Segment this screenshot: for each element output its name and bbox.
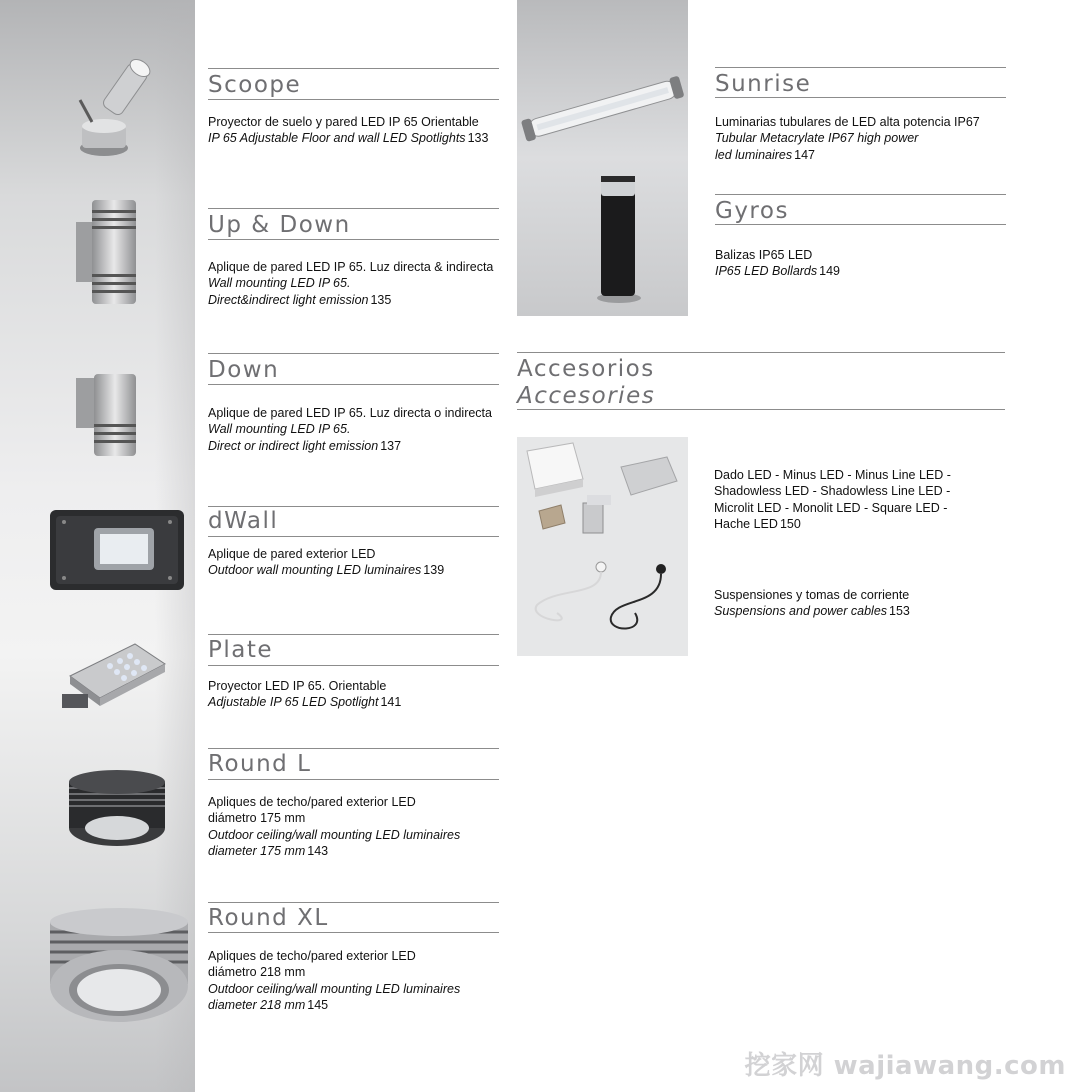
toc-label: diameter 218 mm (208, 997, 306, 1012)
toc-entry[interactable] (715, 263, 1006, 279)
page-number: 143 (307, 843, 329, 858)
desc-line-es: Luminarias tubulares de LED alta potencia IP67 (715, 115, 980, 129)
section-heading: Plate (208, 637, 274, 663)
section-up-down (208, 208, 499, 318)
section-description (208, 948, 499, 1013)
section-description (208, 114, 499, 147)
accessories-item-leds (714, 467, 1005, 532)
page-number: 133 (467, 131, 489, 146)
desc-line-es: Proyector LED IP 65. Orientable (208, 679, 387, 693)
section-description (208, 678, 499, 711)
section-dwall (208, 506, 499, 586)
section-heading: Round L (208, 751, 312, 777)
section-description (208, 794, 499, 859)
toc-entry[interactable] (208, 438, 499, 454)
heading-rule-bottom (208, 932, 499, 933)
page-number: 153 (889, 604, 910, 619)
desc-line-en: Outdoor ceiling/wall mounting LED luminaires (208, 981, 461, 996)
toc-label: Outdoor wall mounting LED luminaires (208, 563, 422, 578)
heading-rule-top (208, 68, 499, 69)
heading-rule-bottom (715, 97, 1006, 98)
desc-line: Dado LED - Minus LED - Minus Line LED - (714, 468, 951, 482)
desc-line-es: Aplique de pared exterior LED (208, 547, 376, 561)
desc-line-en: Wall mounting LED IP 65. (208, 276, 351, 291)
heading-rule-top (715, 194, 1006, 195)
page-number: 145 (307, 997, 329, 1012)
desc-line: Suspensiones y tomas de corriente (714, 588, 910, 602)
heading-rule-top (208, 902, 499, 903)
section-scoope (208, 68, 499, 158)
desc-line-en: Wall mounting LED IP 65. (208, 422, 351, 437)
toc-entry[interactable] (208, 997, 499, 1013)
heading-rule-bottom (208, 536, 499, 537)
section-heading: Up & Down (208, 212, 351, 238)
section-description (208, 259, 499, 308)
wall-cylinder-down-icon (72, 370, 152, 465)
desc-line-es: diámetro 175 mm (208, 811, 306, 826)
heading-rule-bottom (517, 409, 1005, 410)
toc-entry[interactable] (714, 603, 1005, 619)
round-ceiling-light-icon (62, 764, 172, 854)
toc-entry[interactable] (714, 516, 1005, 532)
toc-entry[interactable] (208, 130, 499, 146)
heading-rule-top (208, 208, 499, 209)
section-description (715, 114, 1006, 163)
heading-rule-bottom (208, 384, 499, 385)
desc-line-es: Balizas IP65 LED (715, 248, 813, 262)
desc-line-es: Proyector de suelo y pared LED IP 65 Orientable (208, 115, 479, 129)
section-description (715, 247, 1006, 280)
toc-label: Hache LED (714, 516, 778, 531)
toc-label: IP 65 Adjustable Floor and wall LED Spotlights (208, 131, 466, 146)
toc-entry[interactable] (208, 694, 499, 710)
desc-line-es: Aplique de pared LED IP 65. Luz directa o indirecta (208, 406, 492, 420)
heading-rule-bottom (208, 665, 499, 666)
section-gyros (715, 194, 1006, 284)
heading-rule-bottom (208, 239, 499, 240)
toc-label: Suspensions and power cables (714, 604, 888, 619)
toc-entry[interactable] (208, 562, 499, 578)
toc-label: diameter 175 mm (208, 843, 306, 858)
section-heading: dWall (208, 508, 279, 534)
page-number: 149 (819, 264, 840, 279)
page-number: 150 (779, 516, 801, 531)
page-number: 135 (370, 292, 392, 307)
heading-rule-top (715, 67, 1006, 68)
section-heading: Gyros (715, 198, 789, 224)
desc-line: Microlit LED - Monolit LED - Square LED - (714, 500, 948, 515)
desc-line: Shadowless LED - Shadowless Line LED - (714, 484, 951, 499)
desc-line-en: Outdoor ceiling/wall mounting LED luminaires (208, 827, 461, 842)
round-xl-ceiling-light-icon (44, 900, 194, 1030)
spotlight-icon (62, 52, 172, 162)
heading-rule-top (208, 634, 499, 635)
led-panel-spotlight-icon (50, 636, 175, 726)
section-description (208, 405, 499, 454)
heading-rule-bottom (208, 99, 499, 100)
heading-rule-top (208, 353, 499, 354)
desc-line-en: Tubular Metacrylate IP67 high power (715, 131, 919, 146)
toc-label: Direct&indirect light emission (208, 292, 369, 307)
section-accesorios (517, 352, 1005, 412)
section-sunrise (715, 67, 1006, 167)
heading-rule-bottom (715, 224, 1006, 225)
heading-rule-top (517, 352, 1005, 353)
toc-entry[interactable] (208, 843, 499, 859)
section-round-xl (208, 902, 499, 1017)
toc-label: Adjustable IP 65 LED Spotlight (208, 695, 379, 710)
wall-box-light-icon (44, 506, 189, 596)
section-down (208, 353, 499, 463)
desc-line-es: diámetro 218 mm (208, 965, 306, 980)
accessories-item-suspensions (714, 587, 1005, 620)
accessories-photo-icon (517, 437, 688, 656)
page-number: 139 (423, 563, 445, 578)
heading-rule-bottom (208, 779, 499, 780)
heading-rule-top (208, 506, 499, 507)
section-heading: Round XL (208, 905, 329, 931)
section-round-l (208, 748, 499, 863)
section-heading: Scoope (208, 72, 302, 98)
toc-label: Direct or indirect light emission (208, 438, 379, 453)
section-plate (208, 634, 499, 714)
desc-line-es: Aplique de pared LED IP 65. Luz directa & indirecta (208, 260, 494, 274)
heading-rule-top (208, 748, 499, 749)
wall-cylinder-updown-icon (72, 192, 152, 312)
section-heading: Down (208, 357, 280, 383)
toc-entry[interactable] (208, 292, 499, 308)
page-number: 147 (794, 147, 815, 162)
desc-line-es: Apliques de techo/pared exterior LED (208, 949, 416, 963)
page-number: 141 (380, 695, 402, 710)
toc-label: IP65 LED Bollards (715, 264, 818, 279)
page-number: 137 (380, 438, 402, 453)
toc-label: led luminaires (715, 147, 793, 162)
section-heading: Sunrise (715, 71, 812, 97)
watermark-text: 挖家网 wajiawang.com (744, 1051, 1066, 1081)
toc-entry[interactable] (715, 147, 1006, 163)
section-heading-en: Accesories (517, 383, 656, 409)
desc-line-es: Apliques de techo/pared exterior LED (208, 795, 416, 809)
bollard-icon (597, 176, 641, 303)
section-heading-es: Accesorios (517, 356, 655, 382)
sunrise-gyros-photo (517, 0, 688, 316)
section-description (208, 546, 499, 579)
